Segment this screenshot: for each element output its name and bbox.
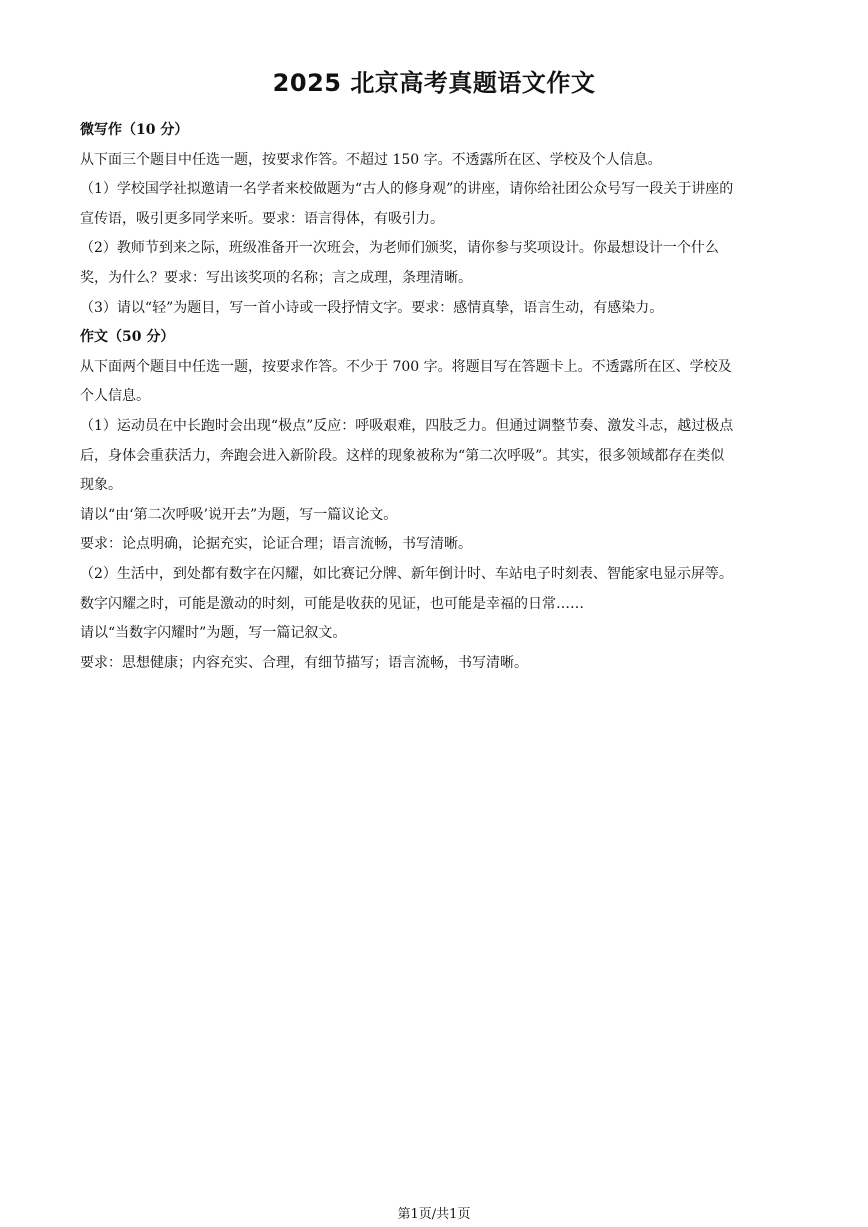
section-essay <box>80 323 800 678</box>
paragraph-line: 后，身体会重获活力，奔跑会进入新阶段。这样的现象被称为“第二次呼吸”。其实，很多领域都存在类似 <box>80 447 725 464</box>
paragraph-line: 要求：论点明确，论据充实，论证合理；语言流畅，书写清晰。 <box>80 536 472 553</box>
section-micro-writing <box>80 116 800 323</box>
paragraph-line: （3）请以“轻”为题目，写一首小诗或一段抒情文字。要求：感情真挚，语言生动，有感染力。 <box>80 299 664 316</box>
paragraph-line: 数字闪耀之时，可能是激动的时刻，可能是收获的见证，也可能是幸福的日常…… <box>80 595 584 612</box>
paragraph-line: 从下面三个题目中任选一题，按要求作答。不超过 150 字。不透露所在区、学校及个人信息。 <box>80 151 662 168</box>
paragraph-line: 请以“当数字闪耀时”为题，写一篇记叙文。 <box>80 625 347 642</box>
section-heading: 作文（50 分） <box>80 329 175 346</box>
paragraph-line: （2）生活中，到处都有数字在闪耀，如比赛记分牌、新年倒计时、车站电子时刻表、智能家电显示屏等。 <box>80 565 733 582</box>
paragraph-line: 从下面两个题目中任选一题，按要求作答。不少于 700 字。将题目写在答题卡上。不透露所在区、学校及 <box>80 358 732 375</box>
paragraph-line: 现象。 <box>80 477 122 494</box>
page-number: 第1页/共1页 <box>397 1207 471 1222</box>
paragraph-line: 奖，为什么？要求：写出该奖项的名称；言之成理，条理清晰。 <box>80 269 472 286</box>
paragraph-line: 宣传语，吸引更多同学来听。要求：语言得体，有吸引力。 <box>80 210 444 227</box>
paragraph-line: （2）教师节到来之际，班级准备开一次班会，为老师们颁奖，请你参与奖项设计。你最想设计一个什么 <box>80 240 719 257</box>
paragraph-line: （1）学校国学社拟邀请一名学者来校做题为“古人的修身观”的讲座，请你给社团公众号写一段关于讲座的 <box>80 181 734 198</box>
paragraph-line: （1）运动员在中长跑时会出现“极点”反应：呼吸艰难，四肢乏力。但通过调整节奏、激发斗志，越过极点 <box>80 417 734 434</box>
document-title: 2025 北京高考真题语文作文 <box>272 69 596 97</box>
section-heading: 微写作（10 分） <box>80 122 189 138</box>
paragraph-line: 请以“由‘第二次呼吸’说开去”为题，写一篇议论文。 <box>80 506 398 523</box>
paragraph-line: 要求：思想健康；内容充实、合理，有细节描写；语言流畅，书写清晰。 <box>80 654 528 671</box>
document-body <box>80 116 800 678</box>
paragraph-line: 个人信息。 <box>80 388 150 405</box>
